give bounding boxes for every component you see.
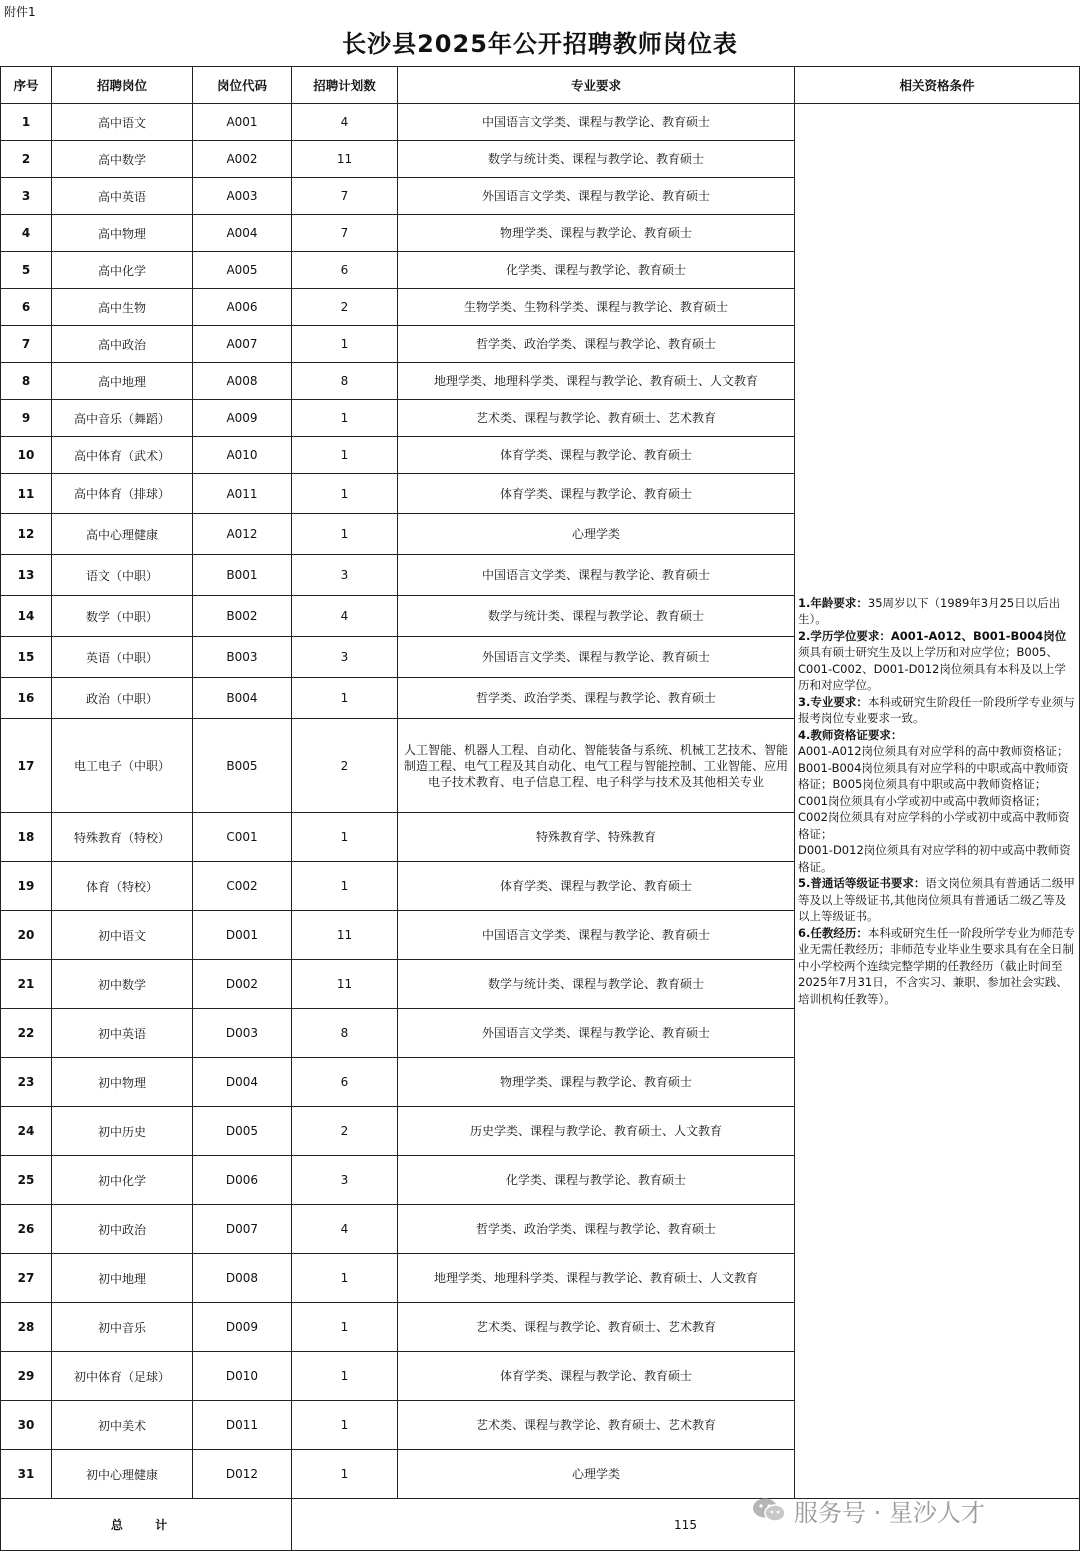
code-cell: D005 xyxy=(193,1107,292,1156)
condition-text: 本科或研究生任一阶段所学专业为师范专业无需任教经历；非师范专业毕业生要求具有在全日制中小学校两个连续完整学期的任教经历（截止时间至2025年7月31日，不含实习、兼职、参加社会实践、培训机构任教等）。 xyxy=(798,925,1075,1006)
plan-cell: 4 xyxy=(292,104,398,141)
code-cell: B003 xyxy=(193,637,292,678)
position-cell: 初中化学 xyxy=(52,1156,193,1205)
position-cell: 初中音乐 xyxy=(52,1303,193,1352)
major-cell: 物理学类、课程与教学论、教育硕士 xyxy=(398,215,795,252)
code-cell: A011 xyxy=(193,474,292,514)
idx-cell: 7 xyxy=(1,326,52,363)
major-cell: 艺术类、课程与教学论、教育硕士、艺术教育 xyxy=(398,400,795,437)
header-plan: 招聘计划数 xyxy=(292,67,398,104)
idx-cell: 8 xyxy=(1,363,52,400)
major-cell: 艺术类、课程与教学论、教育硕士、艺术教育 xyxy=(398,1401,795,1450)
major-cell: 化学类、课程与教学论、教育硕士 xyxy=(398,1156,795,1205)
idx-cell: 30 xyxy=(1,1401,52,1450)
plan-cell: 6 xyxy=(292,252,398,289)
plan-cell: 4 xyxy=(292,596,398,637)
condition-item xyxy=(798,743,1076,760)
code-cell: C002 xyxy=(193,862,292,911)
code-cell: A008 xyxy=(193,363,292,400)
plan-cell: 11 xyxy=(292,960,398,1009)
condition-item xyxy=(798,727,1076,744)
position-cell: 高中体育（武术） xyxy=(52,437,193,474)
code-cell: D009 xyxy=(193,1303,292,1352)
condition-label: 6.任教经历： xyxy=(798,925,868,940)
condition-item xyxy=(798,793,1076,843)
position-cell: 高中音乐（舞蹈） xyxy=(52,400,193,437)
code-cell: A006 xyxy=(193,289,292,326)
code-cell: A010 xyxy=(193,437,292,474)
plan-cell: 6 xyxy=(292,1058,398,1107)
major-cell: 人工智能、机器人工程、自动化、智能装备与系统、机械工艺技术、智能制造工程、电气工程及其自动化、电气工程与智能控制、工业智能、应用电子技术教育、电子信息工程、电子科学与技术及其他相关专业 xyxy=(398,719,795,813)
position-cell: 语文（中职） xyxy=(52,555,193,596)
code-cell: D007 xyxy=(193,1205,292,1254)
condition-item xyxy=(798,628,1076,694)
major-cell: 生物学类、生物科学类、课程与教学论、教育硕士 xyxy=(398,289,795,326)
code-cell: D011 xyxy=(193,1401,292,1450)
code-cell: D012 xyxy=(193,1450,292,1499)
position-cell: 高中语文 xyxy=(52,104,193,141)
major-cell: 中国语言文学类、课程与教学论、教育硕士 xyxy=(398,911,795,960)
condition-label: 5.普通话等级证书要求： xyxy=(798,876,926,891)
idx-cell: 1 xyxy=(1,104,52,141)
position-cell: 高中体育（排球） xyxy=(52,474,193,514)
condition-text: 本科或研究生阶段任一阶段所学专业须与报考岗位专业要求一致。 xyxy=(798,694,1075,726)
idx-cell: 3 xyxy=(1,178,52,215)
wechat-icon xyxy=(752,1497,786,1523)
code-cell: A009 xyxy=(193,400,292,437)
code-cell: A003 xyxy=(193,178,292,215)
plan-cell: 1 xyxy=(292,437,398,474)
condition-text: C001岗位须具有小学或初中或高中教师资格证；C002岗位须具有对应学科的小学或初中或高中教师资格证； xyxy=(798,793,1070,841)
plan-cell: 1 xyxy=(292,1254,398,1303)
major-cell: 体育学类、课程与教学论、教育硕士 xyxy=(398,862,795,911)
table-body xyxy=(1,104,1080,1499)
condition-item xyxy=(798,842,1076,875)
condition-text: 须具有硕士研究生及以上学历和对应学位；B005、C001-C002、D001-D012岗位须具有本科及以上学历和对应学位。 xyxy=(798,645,1066,693)
idx-cell: 15 xyxy=(1,637,52,678)
position-cell: 高中生物 xyxy=(52,289,193,326)
position-cell: 数学（中职） xyxy=(52,596,193,637)
condition-item xyxy=(798,875,1076,925)
idx-cell: 29 xyxy=(1,1352,52,1401)
major-cell: 地理学类、地理科学类、课程与教学论、教育硕士、人文教育 xyxy=(398,363,795,400)
code-cell: A005 xyxy=(193,252,292,289)
plan-cell: 1 xyxy=(292,862,398,911)
condition-text: 35周岁以下（1989年3月25日以后出生）。 xyxy=(798,595,1061,627)
code-cell: D006 xyxy=(193,1156,292,1205)
header-position: 招聘岗位 xyxy=(52,67,193,104)
condition-label: 4.教师资格证要求： xyxy=(798,727,903,742)
plan-cell: 4 xyxy=(292,1205,398,1254)
major-cell: 心理学类 xyxy=(398,514,795,555)
position-cell: 初中体育（足球） xyxy=(52,1352,193,1401)
plan-cell: 8 xyxy=(292,1009,398,1058)
plan-cell: 8 xyxy=(292,363,398,400)
idx-cell: 10 xyxy=(1,437,52,474)
plan-cell: 11 xyxy=(292,911,398,960)
plan-cell: 2 xyxy=(292,289,398,326)
idx-cell: 17 xyxy=(1,719,52,813)
major-cell: 哲学类、政治学类、课程与教学论、教育硕士 xyxy=(398,678,795,719)
position-cell: 电工电子（中职） xyxy=(52,719,193,813)
header-major: 专业要求 xyxy=(398,67,795,104)
header-idx: 序号 xyxy=(1,67,52,104)
idx-cell: 6 xyxy=(1,289,52,326)
table-row xyxy=(1,104,1080,141)
annex-label: 附件1 xyxy=(4,5,36,19)
major-cell: 物理学类、课程与教学论、教育硕士 xyxy=(398,1058,795,1107)
code-cell: B005 xyxy=(193,719,292,813)
code-cell: B004 xyxy=(193,678,292,719)
major-cell: 外国语言文学类、课程与教学论、教育硕士 xyxy=(398,637,795,678)
major-cell: 数学与统计类、课程与教学论、教育硕士 xyxy=(398,596,795,637)
major-cell: 体育学类、课程与教学论、教育硕士 xyxy=(398,437,795,474)
conditions-cell xyxy=(795,104,1080,1499)
idx-cell: 4 xyxy=(1,215,52,252)
code-cell: D004 xyxy=(193,1058,292,1107)
code-cell: D003 xyxy=(193,1009,292,1058)
idx-cell: 31 xyxy=(1,1450,52,1499)
watermark xyxy=(752,1490,985,1530)
plan-cell: 7 xyxy=(292,215,398,252)
idx-cell: 2 xyxy=(1,141,52,178)
condition-label: 3.专业要求： xyxy=(798,694,868,709)
major-cell: 外国语言文学类、课程与教学论、教育硕士 xyxy=(398,1009,795,1058)
code-cell: D010 xyxy=(193,1352,292,1401)
idx-cell: 27 xyxy=(1,1254,52,1303)
position-cell: 初中语文 xyxy=(52,911,193,960)
header-code: 岗位代码 xyxy=(193,67,292,104)
major-cell: 体育学类、课程与教学论、教育硕士 xyxy=(398,474,795,514)
major-cell: 数学与统计类、课程与教学论、教育硕士 xyxy=(398,960,795,1009)
code-cell: A012 xyxy=(193,514,292,555)
plan-cell: 1 xyxy=(292,1303,398,1352)
position-cell: 初中地理 xyxy=(52,1254,193,1303)
position-cell: 高中化学 xyxy=(52,252,193,289)
position-cell: 政治（中职） xyxy=(52,678,193,719)
condition-text: B001-B004岗位须具有对应学科的中职或高中教师资格证；B005岗位须具有中职或高中教师资格证； xyxy=(798,760,1069,792)
position-cell: 高中物理 xyxy=(52,215,193,252)
plan-cell: 1 xyxy=(292,474,398,514)
major-cell: 中国语言文学类、课程与教学论、教育硕士 xyxy=(398,104,795,141)
idx-cell: 24 xyxy=(1,1107,52,1156)
major-cell: 数学与统计类、课程与教学论、教育硕士 xyxy=(398,141,795,178)
major-cell: 哲学类、政治学类、课程与教学论、教育硕士 xyxy=(398,1205,795,1254)
major-cell: 体育学类、课程与教学论、教育硕士 xyxy=(398,1352,795,1401)
plan-cell: 7 xyxy=(292,178,398,215)
position-cell: 特殊教育（特校） xyxy=(52,813,193,862)
code-cell: C001 xyxy=(193,813,292,862)
condition-label: 2.学历学位要求：A001-A012、B001-B004岗位 xyxy=(798,628,1067,643)
condition-item xyxy=(798,694,1076,727)
plan-cell: 3 xyxy=(292,555,398,596)
position-cell: 初中美术 xyxy=(52,1401,193,1450)
plan-cell: 3 xyxy=(292,637,398,678)
idx-cell: 12 xyxy=(1,514,52,555)
plan-cell: 1 xyxy=(292,1450,398,1499)
position-cell: 初中心理健康 xyxy=(52,1450,193,1499)
position-cell: 初中历史 xyxy=(52,1107,193,1156)
position-cell: 初中英语 xyxy=(52,1009,193,1058)
position-cell: 体育（特校） xyxy=(52,862,193,911)
position-cell: 高中地理 xyxy=(52,363,193,400)
major-cell: 外国语言文学类、课程与教学论、教育硕士 xyxy=(398,178,795,215)
condition-text: D001-D012岗位须具有对应学科的初中或高中教师资格证。 xyxy=(798,843,1071,874)
page-title: 长沙县2025年公开招聘教师岗位表 xyxy=(342,30,738,58)
major-cell: 特殊教育学、特殊教育 xyxy=(398,813,795,862)
header-conditions: 相关资格条件 xyxy=(795,67,1080,104)
idx-cell: 13 xyxy=(1,555,52,596)
code-cell: A007 xyxy=(193,326,292,363)
position-cell: 高中心理健康 xyxy=(52,514,193,555)
idx-cell: 28 xyxy=(1,1303,52,1352)
code-cell: A002 xyxy=(193,141,292,178)
code-cell: A001 xyxy=(193,104,292,141)
plan-cell: 2 xyxy=(292,719,398,813)
position-cell: 初中物理 xyxy=(52,1058,193,1107)
plan-cell: 1 xyxy=(292,678,398,719)
idx-cell: 18 xyxy=(1,813,52,862)
total-label: 总 计 xyxy=(1,1499,292,1551)
idx-cell: 25 xyxy=(1,1156,52,1205)
condition-text: 语文岗位须具有普通话二级甲等及以上等级证书,其他岗位须具有普通话二级乙等及以上等级证书。 xyxy=(798,876,1075,924)
major-cell: 艺术类、课程与教学论、教育硕士、艺术教育 xyxy=(398,1303,795,1352)
plan-cell: 11 xyxy=(292,141,398,178)
position-cell: 初中数学 xyxy=(52,960,193,1009)
position-cell: 初中政治 xyxy=(52,1205,193,1254)
idx-cell: 19 xyxy=(1,862,52,911)
major-cell: 心理学类 xyxy=(398,1450,795,1499)
idx-cell: 14 xyxy=(1,596,52,637)
condition-text: A001-A012岗位须具有对应学科的高中教师资格证； xyxy=(798,744,1069,759)
plan-cell: 1 xyxy=(292,1352,398,1401)
code-cell: B001 xyxy=(193,555,292,596)
code-cell: A004 xyxy=(193,215,292,252)
total-value: 115 xyxy=(292,1499,1080,1551)
header-row xyxy=(1,67,1080,104)
plan-cell: 1 xyxy=(292,813,398,862)
condition-item xyxy=(798,595,1076,628)
code-cell: B002 xyxy=(193,596,292,637)
code-cell: D001 xyxy=(193,911,292,960)
plan-cell: 2 xyxy=(292,1107,398,1156)
idx-cell: 21 xyxy=(1,960,52,1009)
code-cell: D008 xyxy=(193,1254,292,1303)
condition-item xyxy=(798,760,1076,793)
code-cell: D002 xyxy=(193,960,292,1009)
position-cell: 英语（中职） xyxy=(52,637,193,678)
major-cell: 历史学类、课程与教学论、教育硕士、人文教育 xyxy=(398,1107,795,1156)
idx-cell: 16 xyxy=(1,678,52,719)
idx-cell: 23 xyxy=(1,1058,52,1107)
plan-cell: 1 xyxy=(292,400,398,437)
plan-cell: 1 xyxy=(292,1401,398,1450)
plan-cell: 3 xyxy=(292,1156,398,1205)
condition-item xyxy=(798,925,1076,1008)
idx-cell: 20 xyxy=(1,911,52,960)
position-cell: 高中政治 xyxy=(52,326,193,363)
idx-cell: 22 xyxy=(1,1009,52,1058)
idx-cell: 26 xyxy=(1,1205,52,1254)
major-cell: 中国语言文学类、课程与教学论、教育硕士 xyxy=(398,555,795,596)
idx-cell: 11 xyxy=(1,474,52,514)
major-cell: 地理学类、地理科学类、课程与教学论、教育硕士、人文教育 xyxy=(398,1254,795,1303)
position-cell: 高中英语 xyxy=(52,178,193,215)
condition-label: 1.年龄要求： xyxy=(798,595,868,610)
recruitment-table xyxy=(0,66,1080,1551)
plan-cell: 1 xyxy=(292,326,398,363)
major-cell: 哲学类、政治学类、课程与教学论、教育硕士 xyxy=(398,326,795,363)
idx-cell: 5 xyxy=(1,252,52,289)
watermark-text: 服务号 · 星沙人才 xyxy=(794,1498,985,1527)
plan-cell: 1 xyxy=(292,514,398,555)
position-cell: 高中数学 xyxy=(52,141,193,178)
idx-cell: 9 xyxy=(1,400,52,437)
major-cell: 化学类、课程与教学论、教育硕士 xyxy=(398,252,795,289)
